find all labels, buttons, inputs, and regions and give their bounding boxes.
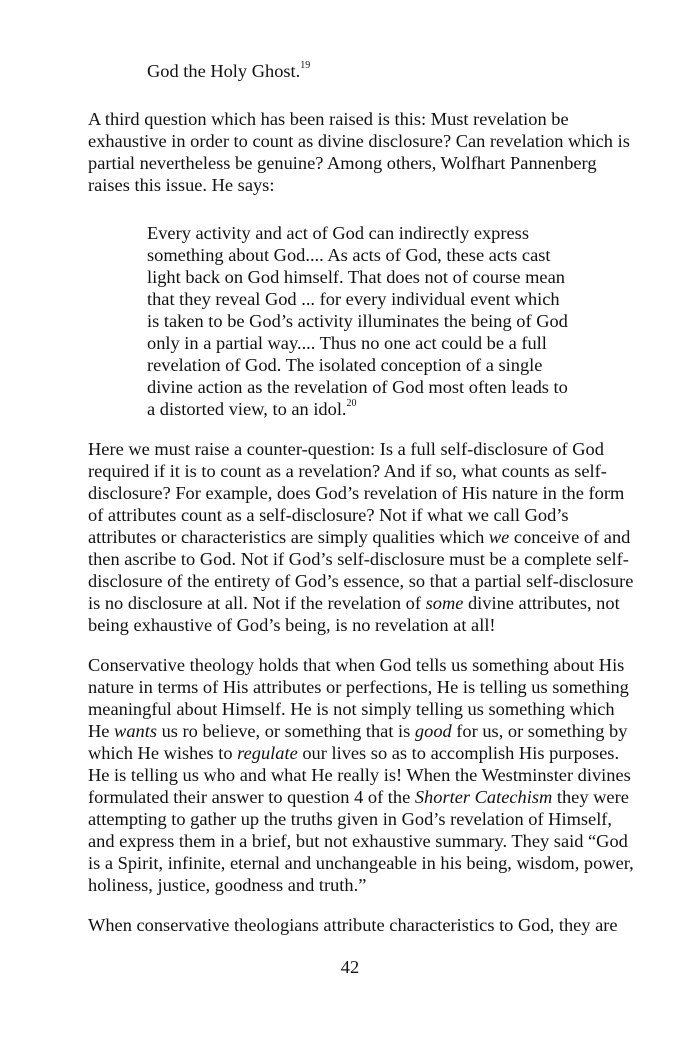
emphasis-text: good xyxy=(414,721,452,741)
text-segment: Conservative theology holds that when God tells us something about His xyxy=(88,655,625,675)
emphasis-text: some xyxy=(425,593,464,613)
text-segment: only in a partial way.... Thus no one act could be a full xyxy=(147,333,547,353)
text-segment: holiness, justice, goodness and truth.” xyxy=(88,875,367,895)
text-line xyxy=(88,570,633,592)
text-line xyxy=(88,548,629,570)
text-segment: divine attributes, not xyxy=(463,593,620,613)
text-segment: us ro believe, or something that is xyxy=(156,721,415,741)
text-segment: required if it is to count as a revelation? And if so, what counts as self- xyxy=(88,461,607,481)
text-segment: nature in terms of His attributes or perfections, He is telling us something xyxy=(88,677,629,697)
text-line xyxy=(88,614,496,636)
text-segment: He is telling us who and what He really is! When the Westminster divines xyxy=(88,765,631,785)
text-segment: is taken to be God’s activity illuminates the being of God xyxy=(147,311,568,331)
text-line xyxy=(88,654,624,676)
text-segment: attributes or characteristics are simply qualities which xyxy=(88,527,489,547)
text-line xyxy=(88,592,620,614)
text-line xyxy=(88,874,366,896)
text-line xyxy=(147,222,529,244)
emphasis-text: we xyxy=(488,527,510,547)
text-segment: When conservative theologians attribute characteristics to God, they are xyxy=(88,915,618,935)
text-segment: disclosure of the entirety of God’s essence, so that a partial self-disclosure xyxy=(88,571,634,591)
text-line xyxy=(147,398,357,420)
text-line xyxy=(88,152,597,174)
text-line xyxy=(88,914,618,936)
emphasis-text: regulate xyxy=(237,743,298,763)
text-segment: Every activity and act of God can indirectly express xyxy=(147,223,529,243)
emphasis-text: Shorter Catechism xyxy=(414,787,553,807)
text-line xyxy=(88,108,569,130)
text-line xyxy=(88,676,629,698)
text-segment: divine action as the revelation of God most often leads to xyxy=(147,377,568,397)
footnote-marker: 19 xyxy=(300,59,311,71)
text-segment: a distorted view, to an idol. xyxy=(147,399,347,419)
text-line xyxy=(88,742,619,764)
text-line xyxy=(88,526,630,548)
text-line xyxy=(88,438,604,460)
text-segment: attempting to gather up the truths given in God’s revelation of Himself, xyxy=(88,809,613,829)
emphasis-text: wants xyxy=(114,721,157,741)
text-line xyxy=(88,786,629,808)
text-segment: disclosure? For example, does God’s revelation of His nature in the form xyxy=(88,483,625,503)
text-segment: formulated their answer to question 4 of the xyxy=(88,787,415,807)
text-line xyxy=(147,310,568,332)
text-segment: then ascribe to God. Not if God’s self-disclosure must be a complete self- xyxy=(88,549,629,569)
text-line xyxy=(147,288,560,310)
text-segment: meaningful about Himself. He is not simply telling us something which xyxy=(88,699,615,719)
text-segment: is a Spirit, infinite, eternal and unchangeable in his being, wisdom, power, xyxy=(88,853,634,873)
text-segment: light back on God himself. That does not of course mean xyxy=(147,267,565,287)
text-line xyxy=(147,332,547,354)
text-line xyxy=(88,174,274,196)
text-segment: for us, or something by xyxy=(451,721,628,741)
text-segment: partial nevertheless be genuine? Among others, Wolfhart Pannenberg xyxy=(88,153,597,173)
text-line xyxy=(147,60,310,82)
text-line xyxy=(88,852,634,874)
text-line xyxy=(147,376,568,398)
text-segment: something about God.... As acts of God, these acts cast xyxy=(147,245,551,265)
text-line xyxy=(88,504,569,526)
text-line xyxy=(88,482,624,504)
text-segment: Here we must raise a counter-question: Is a full self-disclosure of God xyxy=(88,439,604,459)
text-segment: is no disclosure at all. Not if the revelation of xyxy=(88,593,426,613)
text-line xyxy=(88,698,615,720)
text-line xyxy=(88,130,630,152)
text-line xyxy=(88,764,631,786)
page-number: 42 xyxy=(340,957,360,977)
text-segment: raises this issue. He says: xyxy=(88,175,275,195)
text-segment: A third question which has been raised is this: Must revelation be xyxy=(88,109,569,129)
text-segment: of attributes count as a self-disclosure? Not if what we call God’s xyxy=(88,505,569,525)
text-line xyxy=(88,720,627,742)
text-segment: revelation of God. The isolated conception of a single xyxy=(147,355,543,375)
text-line xyxy=(147,354,542,376)
text-line xyxy=(88,808,612,830)
text-segment: He xyxy=(88,721,115,741)
text-segment: exhaustive in order to count as divine disclosure? Can revelation which is xyxy=(88,131,630,151)
text-segment: they were xyxy=(552,787,629,807)
text-line xyxy=(88,830,628,852)
footnote-marker: 20 xyxy=(346,397,357,409)
text-segment: and express them in a brief, but not exhaustive summary. They said “God xyxy=(88,831,628,851)
text-segment: being exhaustive of God’s being, is no revelation at all! xyxy=(88,615,496,635)
text-line xyxy=(147,266,565,288)
text-segment: our lives so as to accomplish His purposes. xyxy=(297,743,620,763)
text-line xyxy=(147,244,551,266)
text-line xyxy=(88,460,607,482)
text-segment: conceive of and xyxy=(509,527,631,547)
text-segment: God the Holy Ghost. xyxy=(147,61,301,81)
text-segment: which He wishes to xyxy=(88,743,238,763)
text-segment: that they reveal God ... for every individual event which xyxy=(147,289,560,309)
